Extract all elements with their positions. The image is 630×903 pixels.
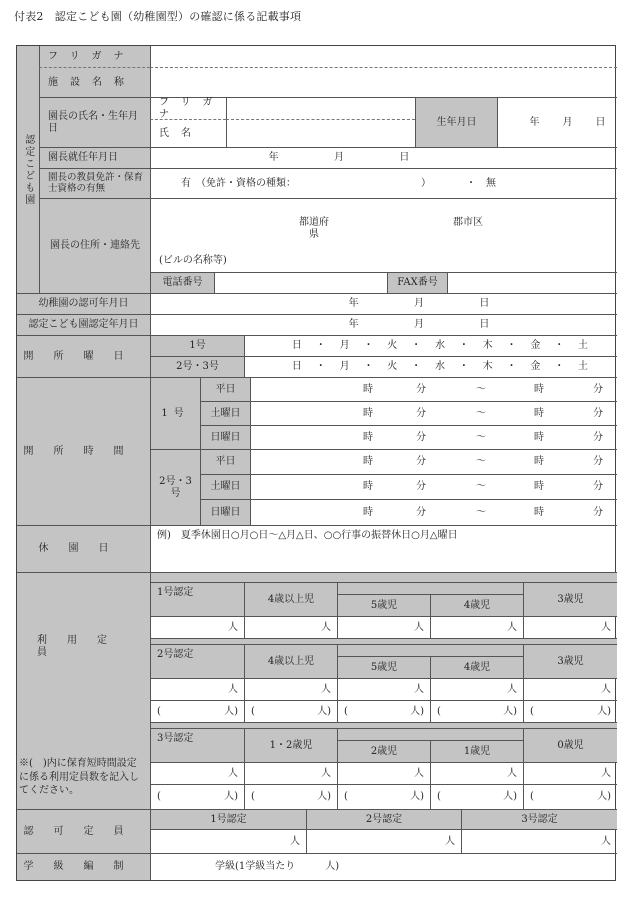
ninka-nen: 年 [348,298,359,310]
g1-value-2[interactable]: 人 [337,616,430,638]
g1-h4: 3歳児 [523,582,617,616]
g2-value-0[interactable]: 人 [150,678,244,700]
paren-close: 人) [503,705,517,717]
jikan-ji: 時 [363,407,373,419]
paren-open: ( [251,791,255,803]
paren-open: ( [437,705,441,717]
nintei-hi: 日 [479,319,490,331]
jikan-row-input[interactable] [250,425,617,449]
day-1-2[interactable]: 月 [339,340,350,352]
g1-h3: 4歳児 [430,594,523,616]
fax-label: FAX番号 [387,272,447,293]
ninka-input[interactable] [150,293,617,314]
jikan-row-label: 土曜日 [200,474,250,499]
g3-h-strip [337,728,523,740]
teiin-v1[interactable]: 人 [150,829,306,853]
page-title: 付表2 認定こども園（幼稚園型）の確認に係る記載事項 [14,10,302,23]
jikan-fun: 分 [593,407,603,419]
jikan-group1-label: 1号 [150,377,200,449]
g2-label: 2号認定 [150,644,244,678]
gunshiku-label: 郡市区 [453,217,483,228]
riyou-note: ※( )内に保育短時間設定に係る利用定員数を記入してください。 [19,758,139,796]
furigana2-input[interactable] [226,97,415,119]
g1-h2: 5歳児 [337,594,430,616]
g3-value-1[interactable]: 人 [244,762,337,784]
ninka-hi: 日 [479,298,490,310]
jikan-ji: 時 [363,481,373,493]
paren-close: 人) [317,705,331,717]
jikan-fun: 分 [416,407,426,419]
jikan-fun: 分 [593,481,603,493]
paren-close: 人) [224,791,238,803]
paren-open: ( [437,791,441,803]
day-2-4[interactable]: 火 [387,361,398,373]
day-1-5: ・ [411,340,422,352]
jikan-tilde: ～ [476,407,486,419]
jusho-input[interactable] [150,198,617,250]
g3-value-3[interactable]: 人 [430,762,523,784]
day-1-10[interactable]: 金 [530,340,541,352]
teiin-h2: 2号認定 [306,809,461,829]
youbi-row2-label: 2号・3号 [150,356,244,377]
jikan-fun: 分 [593,431,603,443]
g2-short-2[interactable] [337,700,430,722]
jikan-ji: 時 [534,456,544,468]
kyuen-label: 休園日 [17,525,150,572]
riyou-top-strip [150,572,617,582]
teiin-v2[interactable]: 人 [306,829,461,853]
furigana-input[interactable] [150,46,617,67]
nintei-side-label [17,46,39,293]
day-2-11: ・ [554,361,565,373]
jikan-row-input[interactable] [250,449,617,474]
nintei-nen: 年 [348,319,359,331]
g3-value-2[interactable]: 人 [337,762,430,784]
g3-short-0[interactable] [150,784,244,809]
paren-close: 人) [317,791,331,803]
jikan-ji: 時 [534,481,544,493]
jikan-row-label: 日曜日 [200,425,250,449]
g2-value-4[interactable]: 人 [523,678,617,700]
jikan-row-input[interactable] [250,377,617,401]
paren-open: ( [344,705,348,717]
paren-close: 人) [503,791,517,803]
g1-h-strip [337,582,523,594]
g3-value-4[interactable]: 人 [523,762,617,784]
g2-value-1[interactable]: 人 [244,678,337,700]
nintei-tsuki: 月 [413,319,424,331]
jikan-tilde: ～ [476,481,486,493]
gakkyu-label: 学級編制 [17,853,150,880]
g3-short-2[interactable] [337,784,430,809]
jikan-fun: 分 [416,506,426,518]
jikan-row-input[interactable] [250,499,617,525]
g1-value-4[interactable]: 人 [523,616,617,638]
youbi-row2-days[interactable] [244,356,617,377]
shisetsu-input[interactable] [150,67,617,97]
teiin-h1: 1号認定 [150,809,306,829]
jikan-row-input[interactable] [250,474,617,499]
jikan-ji: 時 [363,456,373,468]
paren-open: ( [157,705,161,717]
teiin-h3: 3号認定 [461,809,617,829]
nintei-date-label: 認定こども園認定年月日 [17,314,150,335]
g3-label: 3号認定 [150,728,244,762]
jikan-fun: 分 [416,431,426,443]
day-2-8[interactable]: 木 [482,361,493,373]
kyuen-input[interactable]: 例) 夏季休園日○月○日～△月△日、○○行事の振替休日○月△曜日 [150,525,617,572]
riyou-label: 利用定員 [37,635,127,658]
day-2-12[interactable]: 土 [578,361,589,373]
g3-value-0[interactable]: 人 [150,762,244,784]
g2-value-3[interactable]: 人 [430,678,523,700]
paren-close: 人) [597,791,611,803]
ninka-teiin-label: 認可定員 [17,809,150,853]
jikan-ji: 時 [534,506,544,518]
jikan-ji: 時 [534,383,544,395]
shuunin-hi: 日 [399,152,410,164]
gakkyu-input[interactable]: 学級(1学級当たり 人) [150,853,617,880]
g3-h4: 0歳児 [523,728,617,762]
shuunin-tsuki: 月 [333,152,344,164]
paren-open: ( [530,791,534,803]
day-2-6[interactable]: 水 [434,361,445,373]
jikan-tilde: ～ [476,506,486,518]
menkyo-input[interactable]: 有 （免許・資格の種類： ） ・ 無 [150,168,617,198]
paren-close: 人) [410,705,424,717]
day-2-9: ・ [506,361,517,373]
g3-h2: 2歳児 [337,740,430,762]
day-1-0[interactable]: 日 [291,340,302,352]
ymd-nen: 年 [529,116,540,128]
menkyo-label: 園長の教員免許・保育士資格の有無 [39,168,150,198]
ymd-tsuki: 月 [562,116,573,128]
day-2-0[interactable]: 日 [291,361,302,373]
g2-h1: 4歳以上児 [244,644,337,678]
day-1-7: ・ [458,340,469,352]
ninka-tsuki: 月 [413,298,424,310]
jikan-ji: 時 [363,431,373,443]
shisetsu-label: 施設名称 [39,67,150,97]
jikan-fun: 分 [416,481,426,493]
jikan-fun: 分 [416,456,426,468]
g1-value-1[interactable]: 人 [244,616,337,638]
furigana-label: フリガナ [39,46,150,67]
day-1-8[interactable]: 木 [482,340,493,352]
g2-value-2[interactable]: 人 [337,678,430,700]
building-input[interactable]: (ビルの名称等) [150,250,617,272]
shimei-label: 氏名 [150,119,226,147]
day-1-3: ・ [363,340,374,352]
day-2-3: ・ [363,361,374,373]
day-1-12[interactable]: 土 [578,340,589,352]
day-1-4[interactable]: 火 [387,340,398,352]
jikan-ji: 時 [534,431,544,443]
jikan-group2-label: 2号・3号 [150,449,200,525]
g2-short-4[interactable] [523,700,617,722]
shuunin-input[interactable] [150,147,617,168]
jikan-row-label: 日曜日 [200,499,250,525]
tel-input[interactable] [214,272,387,293]
paren-open: ( [344,791,348,803]
jikan-tilde: ～ [476,456,486,468]
fax-input[interactable] [447,272,617,293]
paren-open: ( [530,705,534,717]
g3-short-4[interactable] [523,784,617,809]
shuunin-label: 園長就任年月日 [39,147,150,168]
riyou-label-cell [17,572,150,809]
jikan-fun: 分 [416,383,426,395]
g1-h1: 4歳以上児 [244,582,337,616]
jikan-row-input[interactable] [250,401,617,425]
shuunin-nen: 年 [268,152,279,164]
youbi-row1-days[interactable] [244,335,617,356]
ninka-label: 幼稚園の認可年月日 [17,293,150,314]
day-2-2[interactable]: 月 [339,361,350,373]
jikan-ji: 時 [363,383,373,395]
jikan-row-label: 土曜日 [200,401,250,425]
g2-short-0[interactable] [150,700,244,722]
jikan-fun: 分 [593,506,603,518]
g3-short-3[interactable] [430,784,523,809]
paren-close: 人) [224,705,238,717]
g3-short-1[interactable] [244,784,337,809]
day-2-10[interactable]: 金 [530,361,541,373]
ymd-hi: 日 [595,116,606,128]
g2-short-3[interactable] [430,700,523,722]
youbi-row1-label: 1号 [150,335,244,356]
form-table [16,45,616,881]
g1-value-0[interactable]: 人 [150,616,244,638]
jikan-row-label: 平日 [200,377,250,401]
g2-h4: 3歳児 [523,644,617,678]
g1-label: 1号認定 [150,582,244,616]
nintei-side-text: 認定こども園 [22,133,34,206]
jikan-tilde: ～ [476,431,486,443]
jikan-tilde: ～ [476,383,486,395]
jikan-fun: 分 [593,456,603,468]
birthdate-input[interactable] [497,97,617,147]
paren-open: ( [251,705,255,717]
jikan-ji: 時 [363,506,373,518]
paren-close: 人) [597,705,611,717]
kaisho-jikan-label: 開所時間 [17,377,150,525]
day-1-9: ・ [506,340,517,352]
paren-open: ( [157,791,161,803]
teiin-v3[interactable]: 人 [461,829,617,853]
g2-h3: 4歳児 [430,656,523,678]
g1-value-3[interactable]: 人 [430,616,523,638]
day-1-1: ・ [315,340,326,352]
encho-name-label: 園長の氏名・生年月日 [39,97,150,147]
todofuken-label: 都道府県 [299,217,329,240]
g3-h3: 1歳児 [430,740,523,762]
paren-close: 人) [410,791,424,803]
nintei-date-input[interactable] [150,314,617,335]
furigana2-label: フリガナ [150,97,226,119]
jusho-label: 園長の住所・連絡先 [39,198,150,293]
shimei-input[interactable] [226,119,415,147]
day-2-5: ・ [411,361,422,373]
seinengappi-label: 生年月日 [415,97,497,147]
jikan-fun: 分 [593,383,603,395]
g2-short-1[interactable] [244,700,337,722]
g2-h2: 5歳児 [337,656,430,678]
g3-h1: 1・2歳児 [244,728,337,762]
day-2-1: ・ [315,361,326,373]
jikan-row-label: 平日 [200,449,250,474]
jikan-ji: 時 [534,407,544,419]
tel-label: 電話番号 [150,272,214,293]
kaisho-youbi-label: 開所曜日 [17,335,150,377]
g2-h-strip [337,644,523,656]
day-2-7: ・ [458,361,469,373]
day-1-6[interactable]: 水 [434,340,445,352]
day-1-11: ・ [554,340,565,352]
